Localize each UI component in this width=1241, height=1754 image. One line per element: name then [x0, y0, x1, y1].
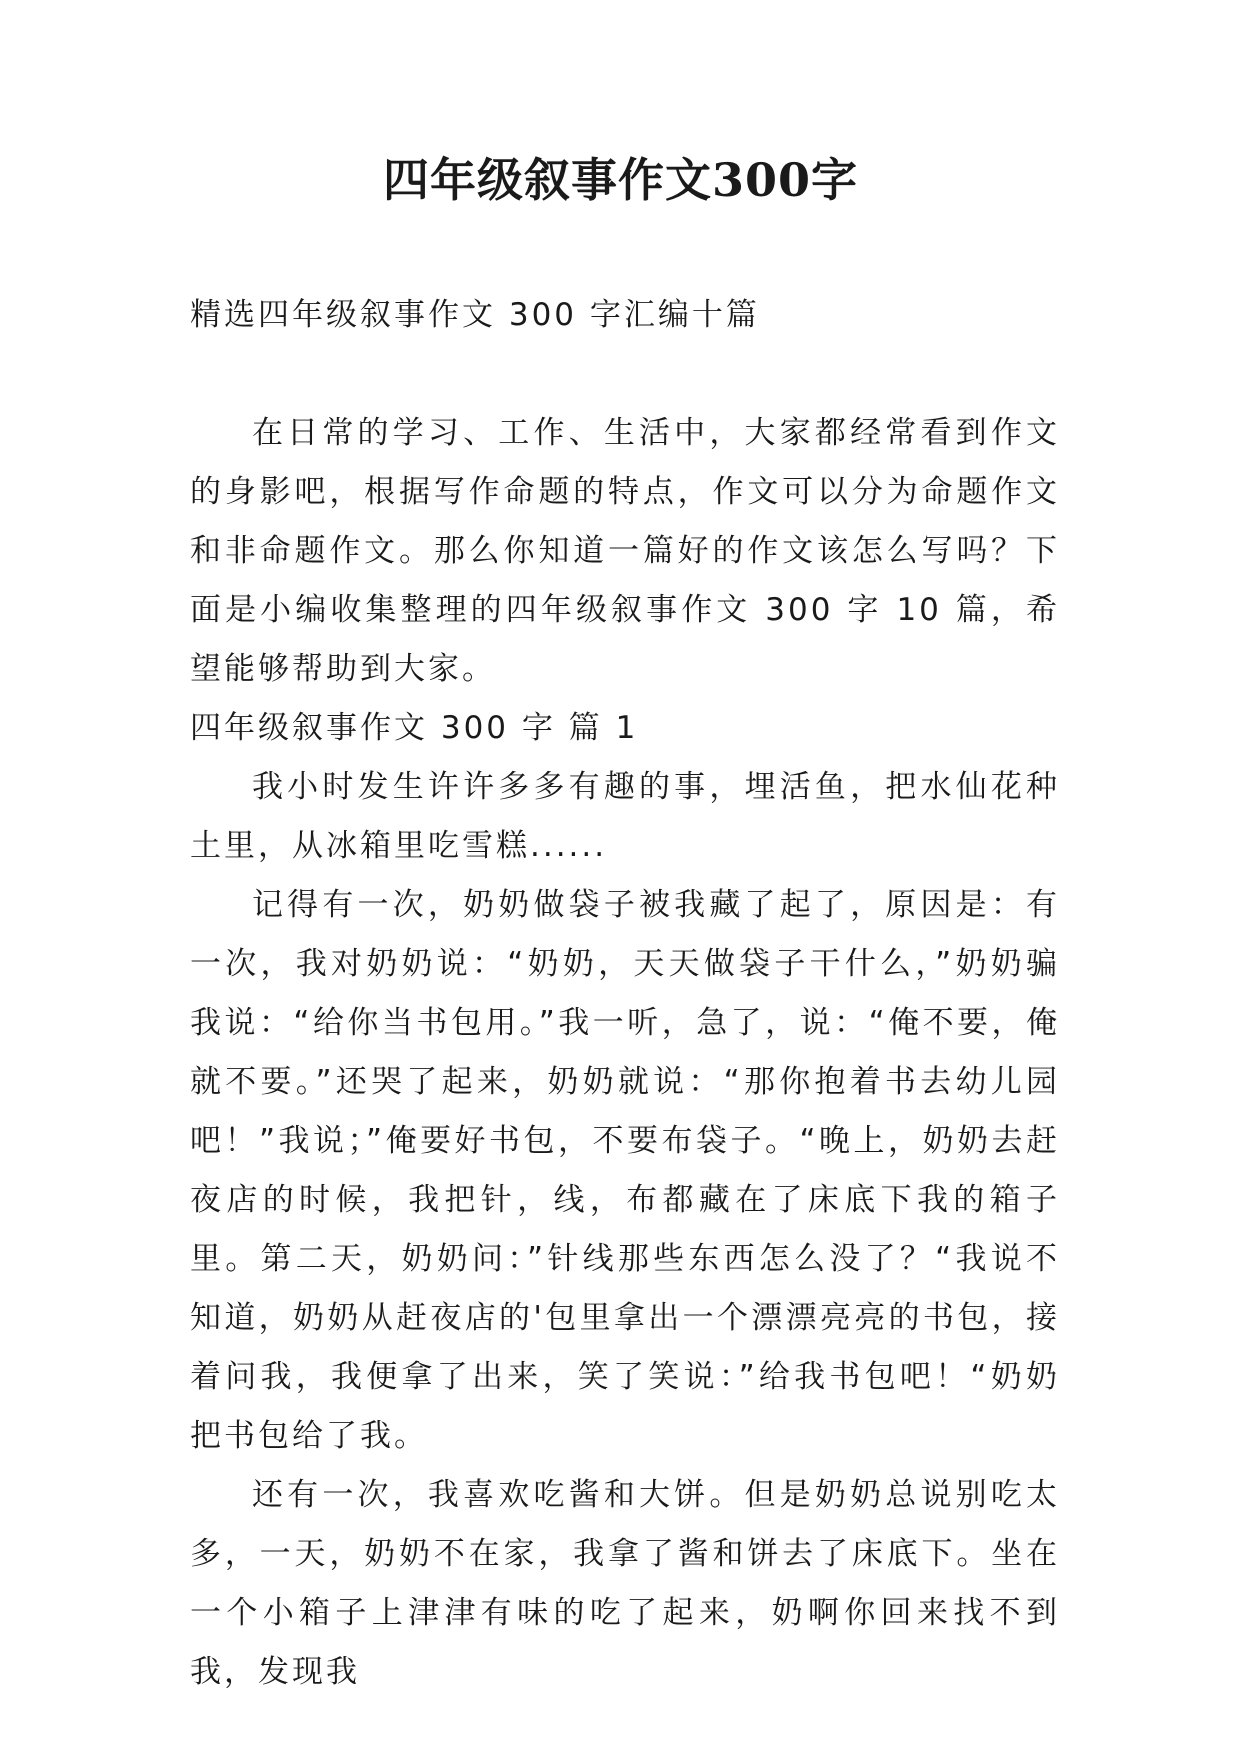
- body-paragraph: 记得有一次，奶奶做袋子被我藏了起了，原因是：有一次，我对奶奶说：“奶奶，天天做袋子干什么，”奶奶骗我说：“给你当书包用。”我一听，急了，说：“俺不要，俺就不要。”还哭了起来，奶奶就说：“那你抱着书去幼儿园吧！”我说；”俺要好书包，不要布袋子。“晚上，奶奶去赶夜店的时候，我把针，线，布都藏在了床底下我的箱子里。第二天，奶奶问：”针线那些东西怎么没了？“我说不知道，奶奶从赶夜店的'包里拿出一个漂漂亮亮的书包，接着问我，我便拿了出来，笑了笑说：”给我书包吧！“奶奶把书包给了我。: [190, 887, 1060, 1454]
- section-heading: 四年级叙事作文 300 字 篇 1: [190, 710, 639, 746]
- document-subtitle: 精选四年级叙事作文 300 字汇编十篇: [190, 297, 760, 333]
- intro-paragraph: 在日常的学习、工作、生活中，大家都经常看到作文的身影吧，根据写作命题的特点，作文可以分为命题作文和非命题作文。那么你知道一篇好的作文该怎么写吗？下面是小编收集整理的四年级叙事作文 300 字 10 篇，希望能够帮助到大家。: [190, 415, 1060, 687]
- page-title: 四年级叙事作文300字: [382, 153, 859, 207]
- body-paragraph: 还有一次，我喜欢吃酱和大饼。但是奶奶总说别吃太多，一天，奶奶不在家，我拿了酱和饼去了床底下。坐在一个小箱子上津津有味的吃了起来，奶啊你回来找不到我，发现我: [190, 1477, 1060, 1690]
- body-paragraph: 我小时发生许许多多有趣的事，埋活鱼，把水仙花种土里，从冰箱里吃雪糕......: [190, 769, 1060, 864]
- document-body: [190, 404, 1060, 1702]
